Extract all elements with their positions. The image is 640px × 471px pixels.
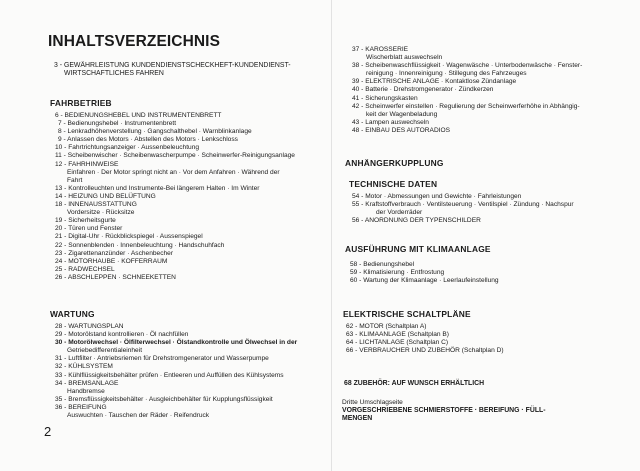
- intro-block: [54, 62, 291, 78]
- wartung-list: [55, 323, 297, 420]
- schaltplaene-list: [346, 323, 504, 355]
- toc-entry: 38 - Scheibenwaschflüssigkeit · Wagenwäsche · Unterbodenwäsche · Fenster-: [352, 62, 583, 70]
- technische-list: [352, 193, 574, 225]
- toc-entry: 64 - LICHTANLAGE (Schaltplan C): [346, 339, 449, 347]
- toc-entry-zubehoer: 68 ZUBEHÖR: AUF WUNSCH ERHÄLTLICH: [344, 380, 485, 387]
- toc-entry: Dritte Umschlagseite: [342, 399, 403, 406]
- toc-entry: 39 - ELEKTRISCHE ANLAGE · Kontaktlose Zündanlage: [352, 78, 517, 86]
- toc-entry: 10 - Fahrtrichtungsanzeiger · Aussenbeleuchtung: [55, 144, 200, 152]
- fahrbetrieb-list: [55, 112, 295, 282]
- toc-entry: Auswuchten · Tauschen der Räder · Reifendruck: [67, 412, 210, 420]
- toc-entry: 62 - MOTOR (Schaltplan A): [346, 323, 427, 330]
- toc-entry: 37 - KAROSSERIE: [352, 46, 409, 53]
- toc-entry: MENGEN: [342, 415, 373, 423]
- intro-line: 3 - GEWÄHRLEISTUNG KUNDENDIENSTSCHECKHEFT-KUNDENDIENST-: [54, 62, 291, 69]
- toc-entry: reinigung · Innenreinigung · Stillegung des Fahrzeuges: [366, 70, 527, 78]
- toc-entry: der Vorderräder: [376, 209, 423, 217]
- toc-entry: 23 - Zigarettenanzünder · Aschenbecher: [55, 249, 174, 257]
- toc-entry: Vordersitze · Rücksitze: [67, 209, 135, 217]
- toc-entry: Einfahren · Der Motor springt nicht an · Vor dem Anfahren · Während der: [67, 168, 280, 176]
- toc-entry: 12 - FAHRHINWEISE: [55, 160, 119, 168]
- toc-entry: Wischerblatt auswechseln: [366, 54, 443, 62]
- toc-entry: 18 - INNENAUSSTATTUNG: [55, 201, 137, 209]
- toc-entry: 28 - WARTUNGSPLAN: [55, 323, 124, 330]
- klima-list: [350, 261, 499, 285]
- section-heading-klimaanlage: AUSFÜHRUNG MIT KLIMAANLAGE: [345, 244, 491, 254]
- toc-entry: 59 - Klimatisierung · Entfrostung: [350, 269, 445, 277]
- page-number: 2: [44, 424, 52, 439]
- toc-entry: 25 - RADWECHSEL: [55, 265, 115, 273]
- toc-entry: VORGESCHRIEBENE SCHMIERSTOFFE · BEREIFUNG · FÜLL-: [342, 407, 546, 415]
- toc-entry: Handbremse: [67, 387, 105, 395]
- toc-entry: 33 - Kühlflüssigkeitsbehälter prüfen · Entleeren und Auffüllen des Kühlsystems: [55, 371, 284, 379]
- toc-entry: 29 - Motorölstand kontrollieren · Öl nachfüllen: [55, 331, 189, 339]
- page-title: INHALTSVERZEICHNIS: [48, 33, 221, 50]
- toc-entry: 9 - Anlassen des Motors · Abstellen des Motors · Lenkschloss: [58, 136, 238, 144]
- toc-entry: 11 - Scheibenwischer · Scheibenwascherpumpe · Scheinwerfer-Reinigungsanlage: [55, 152, 295, 160]
- umschlag-block: [342, 399, 546, 423]
- toc-entry: 14 - HEIZUNG UND BELÜFTUNG: [55, 192, 156, 200]
- toc-entry: 54 - Motor · Abmessungen und Gewichte · Fahrleistungen: [352, 193, 522, 200]
- toc-entry: 22 - Sonnenblenden · Innenbeleuchtung · Handschuhfach: [55, 241, 225, 249]
- toc-entry: 40 - Batterie · Drehstromgenerator · Zündkerzen: [352, 86, 494, 94]
- toc-entry: 35 - Bremsflüssigkeitsbehälter · Ausgleichbehälter für Kupplungsflüssigkeit: [55, 395, 273, 403]
- toc-entry: 21 - Digital-Uhr · Rückblickspiegel · Aussenspiegel: [55, 233, 203, 241]
- toc-entry: keit der Wagenbeladung: [366, 110, 438, 118]
- section-heading-technische-daten: TECHNISCHE DATEN: [349, 179, 438, 189]
- toc-entry: 55 - Kraftstoffverbrauch · Ventilsteuerung · Ventilspiel · Zündung · Nachspur: [352, 201, 574, 209]
- toc-entry: 32 - KÜHLSYSTEM: [55, 363, 113, 371]
- toc-entry: 8 - Lenkradhöhenverstellung · Gangschalthebel · Warnblinkanlage: [58, 128, 252, 136]
- toc-entry: 66 - VERBRAUCHER UND ZUBEHÖR (Schaltplan D): [346, 347, 504, 355]
- toc-entry: 43 - Lampen auswechseln: [352, 118, 429, 126]
- toc-entry: 7 - Bedienungshebel · Instrumentenbrett: [58, 120, 177, 128]
- toc-entry: 6 - BEDIENUNGSHEBEL UND INSTRUMENTENBRETT: [55, 112, 222, 119]
- page-fold: [331, 0, 332, 471]
- toc-entry: 60 - Wartung der Klimaanlage · Leerlaufeinstellung: [350, 277, 499, 285]
- toc-entry: 56 - ANORDNUNG DER TYPENSCHILDER: [352, 217, 481, 225]
- intro-line: WIRTSCHAFTLICHES FAHREN: [64, 70, 164, 78]
- toc-entry: 31 - Luftfilter · Antriebsriemen für Drehstromgenerator und Wasserpumpe: [55, 355, 269, 363]
- toc-entry: 36 - BEREIFUNG: [55, 403, 107, 411]
- toc-entry: Getriebedifferentialeinheit: [67, 347, 143, 355]
- toc-entry: 42 - Scheinwerfer einstellen · Regulierung der Scheinwerferhöhe in Abhängig-: [352, 102, 580, 110]
- toc-entry: 34 - BREMSANLAGE: [55, 379, 119, 387]
- toc-entry: 20 - Türen und Fenster: [55, 225, 123, 233]
- toc-entry: 26 - ABSCHLEPPEN · SCHNEEKETTEN: [55, 273, 176, 281]
- toc-entry: 19 - Sicherheitsgurte: [55, 217, 116, 225]
- toc-entry: 30 - Motorölwechsel · Ölfilterwechsel · Ölstandkontrolle und Ölwechsel in der: [55, 339, 298, 347]
- toc-entry: 24 - MOTORHAUBE · KOFFERRAUM: [55, 257, 168, 265]
- right-top-list: [352, 46, 582, 135]
- toc-entry: 13 - Kontrolleuchten und Instrumente-Bei längerem Halten · Im Winter: [55, 184, 260, 192]
- section-heading-wartung: WARTUNG: [50, 309, 95, 319]
- section-heading-anhaenger: ANHÄNGERKUPPLUNG: [345, 158, 444, 168]
- toc-entry: 63 - KLIMAANLAGE (Schaltplan B): [346, 331, 449, 339]
- toc-entry: 48 - EINBAU DES AUTORADIOS: [352, 126, 451, 134]
- toc-entry: 58 - Bedienungshebel: [350, 261, 415, 268]
- section-heading-fahrbetrieb: FAHRBETRIEB: [50, 98, 112, 108]
- toc-entry: Fahrt: [67, 176, 83, 184]
- section-heading-schaltplaene: ELEKTRISCHE SCHALTPLÄNE: [343, 309, 471, 319]
- toc-entry: 41 - Sicherungskasten: [352, 94, 418, 102]
